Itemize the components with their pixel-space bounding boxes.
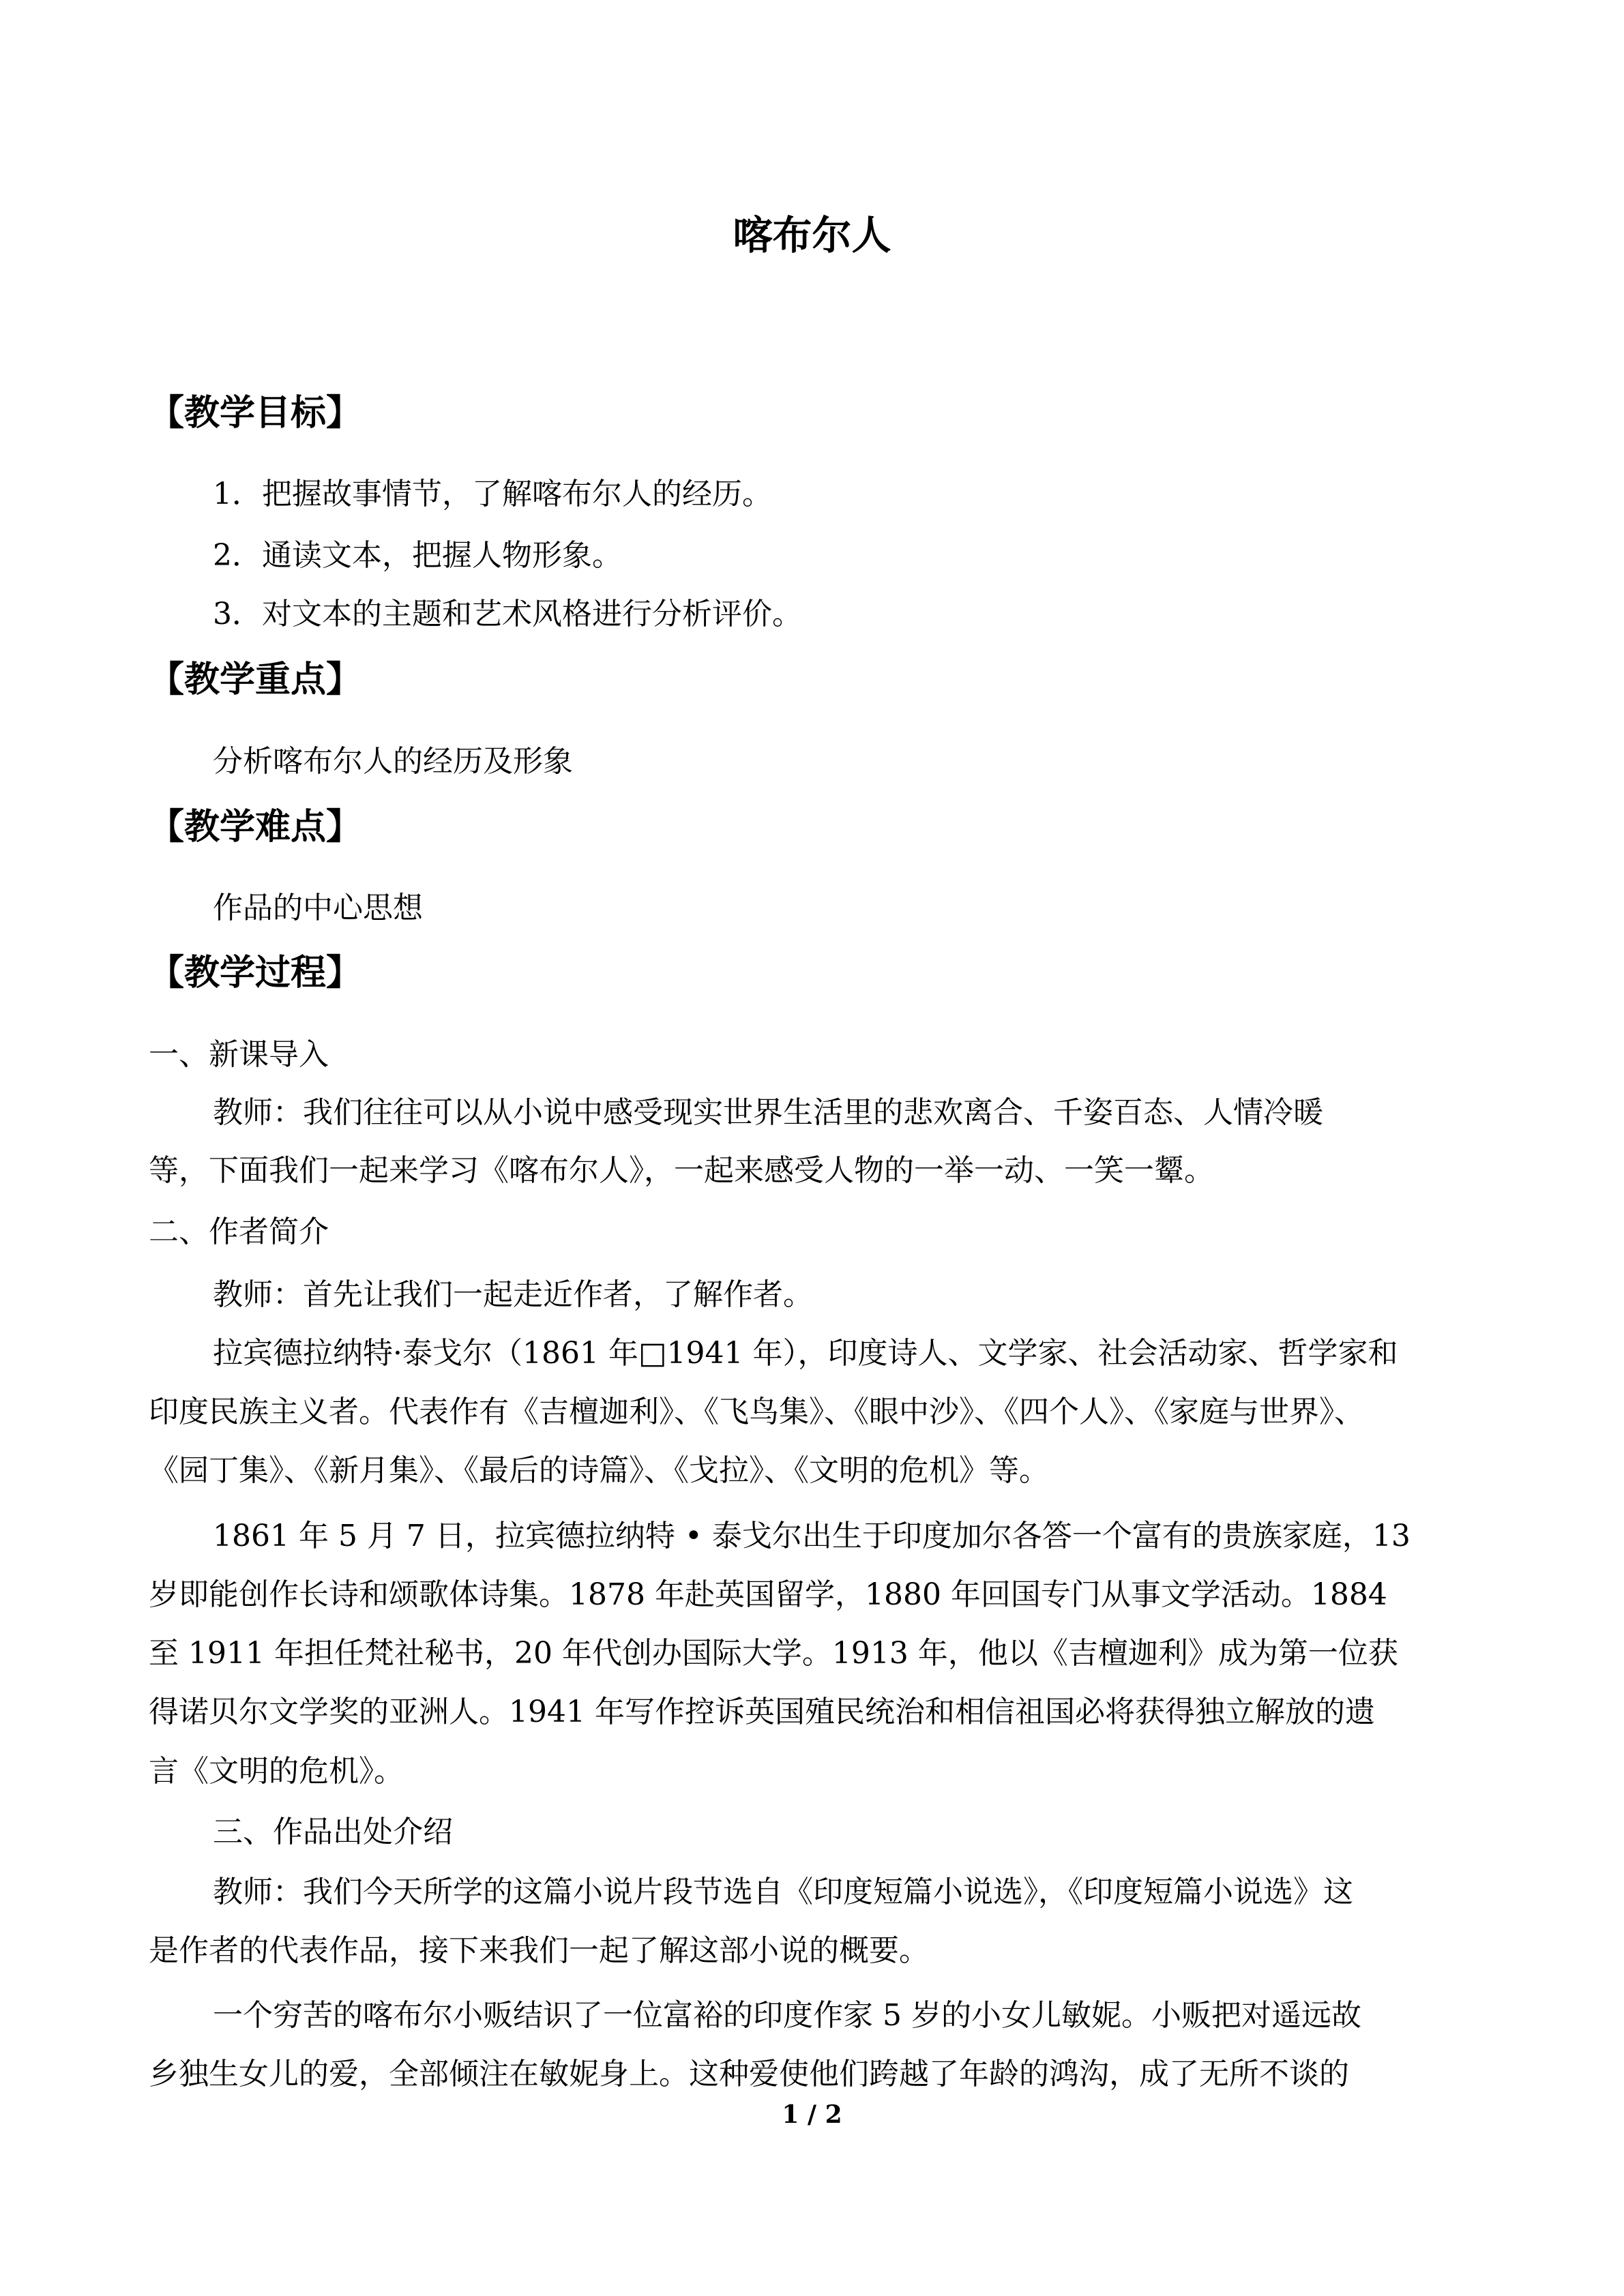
author-paragraph-line: 得诺贝尔文学奖的亚洲人。1941 年写作控诉英国殖民统治和相信祖国必将获得独立解放的遗 xyxy=(149,1695,1375,1729)
intro-heading: 一、新课导入 xyxy=(149,1037,329,1072)
objective-item-1: 1．把握故事情节，了解喀布尔人的经历。 xyxy=(213,477,772,511)
key-points-text: 分析喀布尔人的经历及形象 xyxy=(213,744,573,779)
objective-item-3: 3．对文本的主题和艺术风格进行分析评价。 xyxy=(213,597,802,631)
process-heading: 【教学过程】 xyxy=(149,952,362,994)
key-points-heading: 【教学重点】 xyxy=(149,659,362,700)
objective-item-2: 2．通读文本，把握人物形象。 xyxy=(213,538,622,573)
source-paragraph-line: 一个穷苦的喀布尔小贩结识了一位富裕的印度作家 5 岁的小女儿敏妮。小贩把对遥远故 xyxy=(213,1998,1361,2033)
page-title: 喀布尔人 xyxy=(733,212,891,258)
source-paragraph-line: 教师：我们今天所学的这篇小说片段节选自《印度短篇小说选》，《印度短篇小说选》这 xyxy=(213,1875,1353,1909)
source-paragraph-line: 乡独生女儿的爱，全部倾注在敏妮身上。这种爱使他们跨越了年龄的鸿沟，成了无所不谈的 xyxy=(149,2057,1349,2091)
author-paragraph-line: 拉宾德拉纳特·泰戈尔（1861 年□1941 年），印度诗人、文学家、社会活动家、哲学家和 xyxy=(213,1336,1398,1371)
page-number: 1 / 2 xyxy=(782,2100,842,2129)
author-paragraph-line: 岁即能创作长诗和颂歌体诗集。1878 年赴英国留学，1880 年回国专门从事文学活动。1884 xyxy=(149,1577,1387,1612)
author-paragraph-line: 印度民族主义者。代表作有《吉檀迦利》、《飞鸟集》、《眼中沙》、《四个人》、《家庭与世界》、 xyxy=(149,1395,1364,1429)
author-paragraph-line: 1861 年 5 月 7 日，拉宾德拉纳特 • 泰戈尔出生于印度加尔各答一个富有的贵族家庭，13 xyxy=(213,1519,1411,1553)
intro-paragraph-line: 教师：我们往往可以从小说中感受现实世界生活里的悲欢离合、千姿百态、人情冷暖 xyxy=(213,1095,1323,1130)
difficulty-text: 作品的中心思想 xyxy=(213,891,423,925)
difficulty-heading: 【教学难点】 xyxy=(149,806,362,848)
source-heading: 三、作品出处介绍 xyxy=(213,1815,453,1849)
author-paragraph-line: 至 1911 年担任梵社秘书，20 年代创办国际大学。1913 年，他以《吉檀迦利》成为第一位获 xyxy=(149,1636,1398,1671)
source-paragraph-line: 是作者的代表作品，接下来我们一起了解这部小说的概要。 xyxy=(149,1933,929,1968)
author-paragraph-line: 《园丁集》、《新月集》、《最后的诗篇》、《戈拉》、《文明的危机》等。 xyxy=(149,1453,1049,1488)
author-heading: 二、作者简介 xyxy=(149,1214,329,1249)
author-paragraph-line: 言《文明的危机》。 xyxy=(149,1754,404,1789)
author-paragraph-line: 教师：首先让我们一起走近作者，了解作者。 xyxy=(213,1277,813,1312)
intro-paragraph-line: 等，下面我们一起来学习《喀布尔人》，一起来感受人物的一举一动、一笑一颦。 xyxy=(149,1153,1214,1188)
objectives-heading: 【教学目标】 xyxy=(149,392,362,434)
